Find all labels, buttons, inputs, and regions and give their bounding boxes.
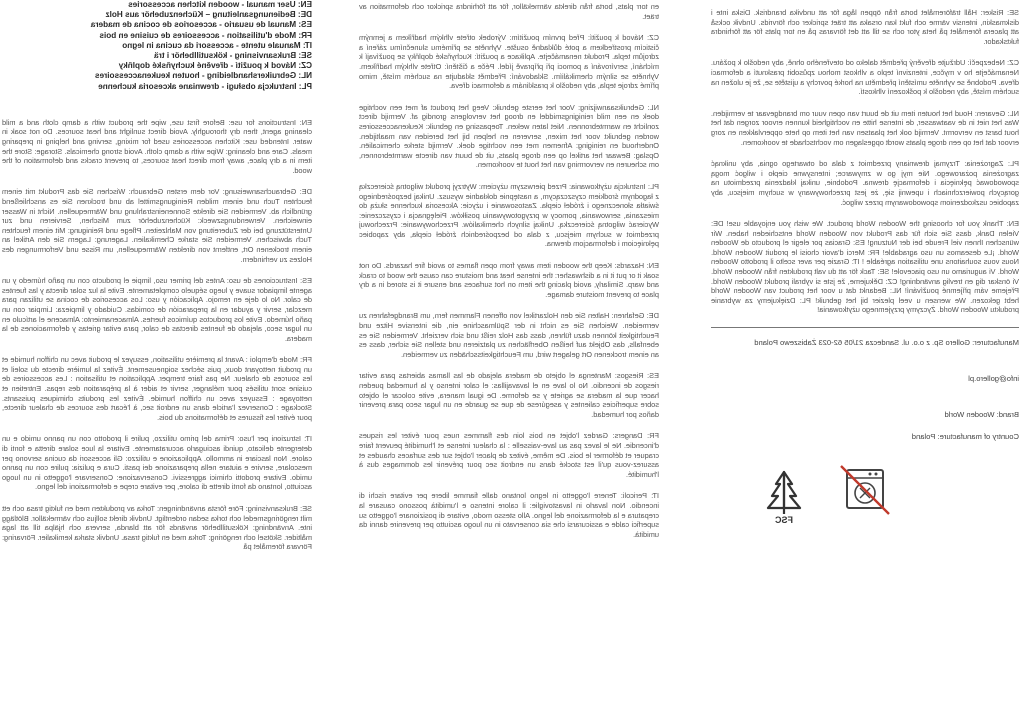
paragraph-cz-instructions: CZ: Návod k použití: Před prvním použitím: Výrobek otřete vlhkým hadříkem a jemným čisticím prostředkem a poté důkladně osušte. Vyhněte se přímému slunečnímu záření a zdrojům tepla. Produkt nenamáčejte. Aplikace a použití: Kuchyňské doplňky se používají k míchání, servírování a pomoci při přípravě jídel. Péče a čištění: Otřete vlhkým hadříkem. Vyhněte se silným chemikáliím. Skladování: Předmět skladujte na suchém místě, mimo přímé zdroje tepla, aby nedošlo k prasklinám a deformaci dřeva. xyxy=(359,33,659,91)
column-hazards-footer xyxy=(711,8,1019,524)
title-cz: CZ: Návod k použití - dřevěné kuchyňské doplňky xyxy=(118,61,312,71)
contact-email: info@gollero.pl xyxy=(968,374,1019,384)
paragraph-es-hazards: ES: Riesgos: Mantenga el objeto de madera alejado de las llamas abiertas para evitar riesgos de incendio. No lo lave en el lavavajillas: el calor intenso y la humedad pueden hacer que la madera se agriete y se deforme. De igual manera, evite colocar el objeto sobre superficies calientes y asegúrese de que se guarde en un lugar seco para prevenir daños por humedad. xyxy=(359,371,659,419)
title-es: ES: Manual de usuario - accesorios de cocina de madera xyxy=(90,20,312,30)
title-se: SE: Bruksanvisning - köksutillbehör i trä xyxy=(154,51,312,61)
paragraph-en-instructions: EN: Instructions for use: Before first use, wipe the product with a damp cloth and a mild cleaning agent, then dry thoroughly. Avoid direct sunlight and heat sources. Do not soak in water. Intended use: Kitchen accessories used for mixing, serving and helping in preparing meals. Care and cleaning: Wipe with a damp cloth. Avoid strong chemicals. Storage: Store the item in a dry place, away from direct heat sources, to prevent cracks and deformation of the wood. xyxy=(2,117,312,175)
paragraph-nl-instructions: NL: Gebruiksaanwijzing: Voor het eerste gebruik: Veeg het product af met een vochtige doek en een mild reinigingsmiddel en droog het vervolgens grondig af. Vermijd direct zonlicht en warmtebronnen. Niet laten weken. Toepassing en gebruik: Keukenaccessoires worden gebruikt voor het mixen, serveren en helpen bij het bereiden van maaltijden. Onderhoud en reiniging: Afnemen met een vochtige doek. Vermijd sterke chemicaliën. Opslag: Bewaar het artikel op een droge plaats, uit de buurt van directe warmtebronnen, om scheuren en vervorming van het hout te voorkomen. xyxy=(359,102,659,170)
symbol-row xyxy=(711,464,1019,524)
paragraph-de-hazards: DE: Gefahren: Halten Sie den Holzartikel von offenen Flammen fern, um Brandgefahren zu vermeiden. Weichen Sie es nicht in der Spülmaschine ein, die intensive Hitze und Feuchtigkeit können dazu führen, dass das Holz reißt und sich verzieht. Vermeiden Sie es ebenfalls, das Objekt auf heißen Oberflächen zu platzieren und stellen Sie sicher, dass es an einem trockenen Ort gelagert wird, um Feuchtigkeitsschäden zu vermeiden. xyxy=(359,311,659,359)
paragraph-it-instructions: IT: Istruzioni per l'uso: Prima del primo utilizzo, pulire il prodotto con un panno umido e un detergente delicato, quindi asciugarlo accuratamente. Evitare la luce solare diretta e fonti di calore. Non lasciare in ammollo. Applicazione e utilizzo: Gli accessori da cucina servono per mescolare, servire e aiutare nella preparazione dei pasti. Cura e pulizia: pulire con un panno umido. Evitare prodotti chimici aggressivi. Conservazione: Conservare l'oggetto in un luogo asciutto, lontano da fonti dirette di calore, per evitare crepe e deformazioni del legno. xyxy=(2,434,312,492)
country-of-manufacture: Country of manufacture: Poland xyxy=(911,432,1019,442)
title-pl: PL: Instrukcja obsługi - drewniane akcesoria kuchenne xyxy=(98,81,312,91)
title-it: IT: Manuale utente - accessori da cucina in legno xyxy=(122,40,312,50)
paragraph-pl-instructions: PL: Instrukcja użytkowania: Przed pierwszym użyciem: Wytrzyj produkt wilgotną ściereczką z łagodnym środkiem czyszczącym, a następnie dokładnie wysusz. Unikaj bezpośredniego światła słonecznego i źródeł ciepła. Zastosowanie i użycie: Akcesoria kuchenne służą do mieszania, serwowania, pomocy w przygotowywaniu posiłków. Pielęgnacja i czyszczenie: Wycierać wilgotną ściereczką. Unikaj silnych chemikaliów. Przechowywanie: Przechowuj przedmiot w suchym miejscu, z dala od bezpośrednich źródeł ciepła, aby zapobiec pęknięciom i deformacjom drewna. xyxy=(359,181,659,249)
fsc-tree-logo-icon xyxy=(754,468,814,524)
paragraph-en-hazards: EN: Hazards: Keep the wooden item away from open flames to avoid fire hazards. Do not soak it or put it in a dishwasher: the intense heat and moisture can cause the wood to crack and warp. Similarly, avoid placing the item on hot surfaces and ensure it is stored in a dry place to prevent moisture damage. xyxy=(359,261,659,299)
not-dishwasher-safe-icon xyxy=(839,464,891,516)
paragraph-it-hazards: IT: Pericoli: Tenere l'oggetto in legno lontano dalle fiamme libere per evitare rischi di incendio. Non lavarlo in lavastoviglie: il calore intenso e l'umidità possono causare la crepatura e la deformazione del legno. Allo stesso modo, evitare di posizionare l'oggetto su superfici calde e assicurarsi che sia conservato in un luogo asciutto per prevenire danni da umidità. xyxy=(359,491,659,539)
paragraph-es-instructions: ES: Instrucciones de uso: Antes del primer uso, limpie el producto con un paño húmedo y un agente limpiador suave y luego séquelo completamente. Evite la luz solar directa y las fuentes de calor. No lo deje en remojo. Aplicación y uso: Los accesorios de cocina se utilizan para mezclar, servir y ayudar en la preparación de comidas. Cuidado y limpieza: Limpiar con un paño húmedo. Evite los productos químicos fuertes. Almacenamiento: Almacene el artículo en un lugar seco, alejado de fuentes directas de calor, para evitar grietas y deformaciones de la madera. xyxy=(2,276,312,343)
column-instructions xyxy=(2,0,312,564)
paragraph-pl-hazards: PL: Zagrożenia: Trzymaj drewniany przedmiot z dala od otwartego ognia, aby uniknąć zagrożenia pożarowego. Nie myj go w zmywarce; intensywne ciepło i wilgoć mogą spowodować pęknięcia i deformację drewna. Podobnie, unikaj kładzenia przedmiotu na gorących powierzchniach i upewnij się, że jest przechowywany w suchym miejscu, aby zapobiec uszkodzeniom spowodowanym przez wilgoć. xyxy=(711,159,1019,207)
title-list xyxy=(2,0,312,92)
title-nl: NL: Gebruikershandleiding - houten keukenaccessoires xyxy=(94,71,312,81)
title-en: EN: User manual - wooden kitchen accessories xyxy=(128,0,312,9)
paragraph-fr-hazards: FR: Dangers: Gardez l'objet en bois loin des flammes nues pour éviter les risques d'incendie. Ne le lavez pas au lave-vaisselle : la chaleur intense et l'humidité peuvent faire craquer et déformer le bois. De même, évitez de placer l'objet sur des surfaces chaudes et assurez-vous qu'il est stocké dans un endroit sec pour prévenir les dommages dus à l'humidité. xyxy=(359,431,659,479)
manufacturer-info: Manufacturer: Gollero Sp. z o.o. ul. Sandecza 21/05 62-023 Żabiszewo Poland xyxy=(754,338,1019,348)
paragraph-thank-you: EN: Thank you for choosing the Wooden World product. We wish you enjoyable use! DE: Vielen Dank, dass Sie sich für das Produkt von Wooden World entschieden haben. Wir wünschen Ihnen viel Freude bei der Nutzung! ES: Gracias por elegir el producto de Wooden World. ¡Le deseamos un uso agradable! FR: Merci d'avoir choisi le produit Wooden World. Nous vous souhaitons une utilisation agréable ! IT: Grazie per aver scelto il prodotto Wooden World. Vi auguriamo un uso piacevole! SE: Tack för att du valt produkten från Wooden World. Vi önskar dig en trevlig användning! CZ: Děkujeme, že jste si vybrali produkt Wooden World. Přejeme vám příjemné používání! NL: Bedankt dat u voor het product van Wooden World hebt gekozen. We wensen u veel plezier bij het gebruik! PL: Dziękujemy za wybranie produktu Wooden World. Życzymy przyjemnego użytkowania! xyxy=(711,219,1019,315)
paragraph-nl-hazards: NL: Gevaren: Houd het houten item uit de buurt van open vuur om brandgevaar te vermijden. Was het niet in de vaatwasser, de intense hitte en vochtigheid kunnen ervoor zorgen dat het hout barst en vervormt. Vermijd ook het plaatsen van het item op hete oppervlakken en zorg ervoor dat het op een droge plaats wordt opgeslagen om vochtschade te voorkomen. xyxy=(711,108,1019,147)
paragraph-fr-instructions: FR: Mode d'emploi : Avant la première utilisation, essuyez le produit avec un chiffon humide et un produit nettoyant doux, puis séchez soigneusement. Évitez la lumière directe du soleil et les sources de chaleur. Ne pas faire tremper. Application et utilisation : Les accessoires de cuisine sont utilisés pour mélanger, servir et aider à la préparation des repas. Entretien et nettoyage : Essuyez avec un chiffon humide. Évitez les produits chimiques puissants. Stockage : Conservez l'article dans un endroit sec, à l'écart des sources de chaleur directe, pour éviter les fissures et déformations du bois. xyxy=(2,355,312,422)
divider xyxy=(711,327,1019,328)
title-de: DE: Bedienungsanleitung – Küchenzubehör aus Holz xyxy=(105,10,312,20)
column-instructions-hazards xyxy=(359,2,659,551)
paragraph-cz-hazards: CZ: Nebezpečí: Udržujte dřevěný předmět daleko od otevřeného ohně, aby nedošlo k požáru. Nenamáčejte ho v myčce, intenzivní teplo a vlhkost mohou způsobit prasknutí a deformaci dřeva. Podobně se vyhněte umístění předmětu na horké povrchy a ujistěte se, že je uložen na suchém místě, aby nedošlo k poškození vlhkostí. xyxy=(711,58,1019,97)
paragraph-se-instructions: SE: Bruksanvisning: Före första användningen: Torka av produkten med en fuktig trasa och ett milt rengöringsmedel och torka sedan ordentligt. Undvik direkt solljus och värmekällor. Blötlägg inte. Användning: Köksutillbehör används för att blanda, servera och hjälpa till att laga måltider. Skötsel och rengöring: Torka med en fuktig trasa. Undvik starka kemikalier. Förvaring: Förvara föremålet på xyxy=(2,504,312,552)
paragraph-se-hazards: SE: Risker: Håll träföremålet borta från öppen låga för att undvika brandrisk. Diska inte i diskmaskin, intensiv värme och fukt kan orsaka att träet spricker och förvrids. Undvik också att placera föremålet på heta ytor och se till att det förvaras på en torr plats för att förhindra fuktskador. xyxy=(711,8,1019,46)
fsc-label: FSC xyxy=(775,515,793,525)
brand-info: Brand: Wooden World xyxy=(944,410,1019,420)
paragraph-se-continued: en torr plats, borta från direkta värmekällor, för att förhindra sprickor och deformation av träet. xyxy=(359,2,659,21)
title-fr: FR: Mode d'utilisation - accessoires de cuisine en bois xyxy=(99,30,312,40)
paragraph-de-instructions: DE: Gebrauchsanweisung: Vor dem ersten Gebrauch: Wischen Sie das Produkt mit einem feuchten Tuch und einem milden Reinigungsmittel ab und trocknen Sie es anschließend gründlich ab. Vermeiden Sie direkte Sonneneinstrahlung und Wärmequellen. Nicht in Wasser einweichen. Verwendungszweck: Küchenzubehör zum Mischen, Servieren und zur Unterstützung bei der Zubereitung von Mahlzeiten. Pflege und Reinigung: Mit einem feuchten Tuch abwischen. Vermeiden Sie starke Chemikalien. Lagerung: Lagern Sie den Artikel an einem trockenen Ort, entfernt von direkten Wärmequellen, um Risse und Verformungen des Holzes zu verhindern. xyxy=(2,187,312,264)
